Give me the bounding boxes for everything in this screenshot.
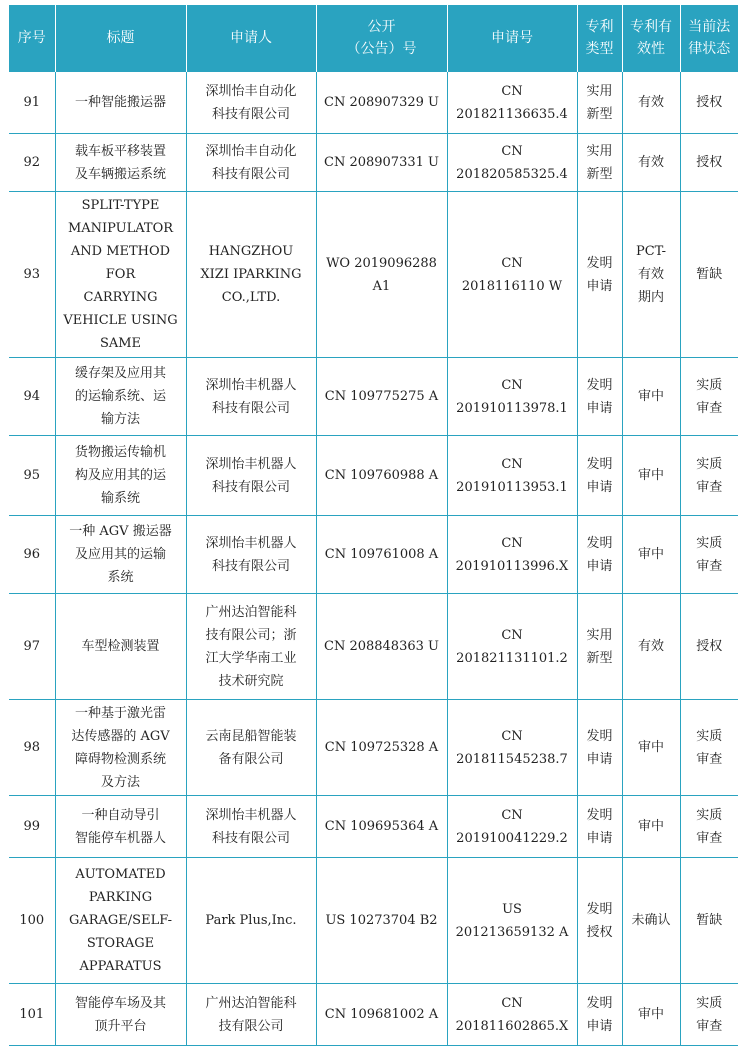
cell-index: 91 bbox=[9, 72, 55, 134]
cell-title: 载车板平移装置 及车辆搬运系统 bbox=[55, 134, 186, 192]
cell-title: 货物搬运传输机 构及应用其的运 输系统 bbox=[55, 436, 186, 516]
header-patent-type: 专利 类型 bbox=[577, 5, 622, 72]
cell-applicant: 深圳怡丰自动化 科技有限公司 bbox=[186, 134, 316, 192]
cell-validity: 有效 bbox=[622, 134, 680, 192]
cell-patent-type: 发明 申请 bbox=[577, 436, 622, 516]
header-row bbox=[9, 5, 738, 72]
cell-legal-status: 授权 bbox=[680, 594, 738, 700]
header-legal-status: 当前法 律状态 bbox=[680, 5, 738, 72]
cell-application-number: CN 201821136635.4 bbox=[447, 72, 577, 134]
cell-title: 智能停车场及其 顶升平台 bbox=[55, 984, 186, 1046]
cell-index: 92 bbox=[9, 134, 55, 192]
cell-validity: 审中 bbox=[622, 700, 680, 796]
cell-applicant: 广州达泊智能科 技有限公司 bbox=[186, 984, 316, 1046]
table-row bbox=[9, 72, 738, 134]
cell-legal-status: 实质 审查 bbox=[680, 436, 738, 516]
cell-index: 94 bbox=[9, 358, 55, 436]
cell-applicant: 深圳怡丰机器人 科技有限公司 bbox=[186, 436, 316, 516]
cell-application-number: CN 201821131101.2 bbox=[447, 594, 577, 700]
cell-title: AUTOMATED PARKING GARAGE/SELF- STORAGE APPARATUS bbox=[55, 858, 186, 984]
cell-applicant: 深圳怡丰自动化 科技有限公司 bbox=[186, 72, 316, 134]
cell-applicant: 深圳怡丰机器人 科技有限公司 bbox=[186, 516, 316, 594]
patent-table-container bbox=[9, 5, 738, 1046]
header-publication-number: 公开 （公告）号 bbox=[316, 5, 447, 72]
cell-application-number: CN 201910113978.1 bbox=[447, 358, 577, 436]
cell-applicant: 深圳怡丰机器人 科技有限公司 bbox=[186, 796, 316, 858]
cell-legal-status: 暂缺 bbox=[680, 192, 738, 358]
cell-validity: 审中 bbox=[622, 436, 680, 516]
cell-application-number: US 201213659132 A bbox=[447, 858, 577, 984]
cell-publication-number: US 10273704 B2 bbox=[316, 858, 447, 984]
cell-legal-status: 实质 审查 bbox=[680, 984, 738, 1046]
cell-patent-type: 发明 申请 bbox=[577, 700, 622, 796]
table-row bbox=[9, 134, 738, 192]
cell-publication-number: WO 2019096288 A1 bbox=[316, 192, 447, 358]
cell-title: 一种智能搬运器 bbox=[55, 72, 186, 134]
patent-table bbox=[9, 5, 738, 1046]
table-row bbox=[9, 700, 738, 796]
cell-index: 95 bbox=[9, 436, 55, 516]
cell-legal-status: 暂缺 bbox=[680, 858, 738, 984]
cell-legal-status: 实质 审查 bbox=[680, 700, 738, 796]
cell-application-number: CN 2018116110 W bbox=[447, 192, 577, 358]
cell-application-number: CN 201820585325.4 bbox=[447, 134, 577, 192]
cell-validity: 有效 bbox=[622, 72, 680, 134]
table-row bbox=[9, 858, 738, 984]
cell-publication-number: CN 109760988 A bbox=[316, 436, 447, 516]
cell-applicant: Park Plus,Inc. bbox=[186, 858, 316, 984]
cell-validity: PCT- 有效 期内 bbox=[622, 192, 680, 358]
cell-application-number: CN 201811602865.X bbox=[447, 984, 577, 1046]
cell-applicant: 深圳怡丰机器人 科技有限公司 bbox=[186, 358, 316, 436]
cell-application-number: CN 201910113996.X bbox=[447, 516, 577, 594]
cell-index: 98 bbox=[9, 700, 55, 796]
header-validity: 专利有 效性 bbox=[622, 5, 680, 72]
cell-index: 101 bbox=[9, 984, 55, 1046]
cell-title: SPLIT-TYPE MANIPULATOR AND METHOD FOR CARRYING VEHICLE USING SAME bbox=[55, 192, 186, 358]
cell-title: 一种自动导引 智能停车机器人 bbox=[55, 796, 186, 858]
cell-patent-type: 发明 授权 bbox=[577, 858, 622, 984]
cell-index: 97 bbox=[9, 594, 55, 700]
cell-validity: 审中 bbox=[622, 796, 680, 858]
cell-legal-status: 授权 bbox=[680, 134, 738, 192]
cell-patent-type: 发明 申请 bbox=[577, 984, 622, 1046]
cell-validity: 审中 bbox=[622, 516, 680, 594]
cell-publication-number: CN 208907329 U bbox=[316, 72, 447, 134]
cell-publication-number: CN 109725328 A bbox=[316, 700, 447, 796]
cell-validity: 审中 bbox=[622, 358, 680, 436]
cell-patent-type: 实用 新型 bbox=[577, 594, 622, 700]
cell-title: 一种基于激光雷 达传感器的 AGV 障碍物检测系统 及方法 bbox=[55, 700, 186, 796]
table-row bbox=[9, 436, 738, 516]
cell-application-number: CN 201910041229.2 bbox=[447, 796, 577, 858]
cell-title: 车型检测装置 bbox=[55, 594, 186, 700]
cell-applicant: 云南昆船智能装 备有限公司 bbox=[186, 700, 316, 796]
cell-legal-status: 实质 审查 bbox=[680, 358, 738, 436]
cell-publication-number: CN 109695364 A bbox=[316, 796, 447, 858]
header-applicant: 申请人 bbox=[186, 5, 316, 72]
cell-application-number: CN 201910113953.1 bbox=[447, 436, 577, 516]
table-body bbox=[9, 72, 738, 1046]
header-title: 标题 bbox=[55, 5, 186, 72]
header-application-number: 申请号 bbox=[447, 5, 577, 72]
cell-publication-number: CN 109681002 A bbox=[316, 984, 447, 1046]
cell-publication-number: CN 208848363 U bbox=[316, 594, 447, 700]
cell-validity: 有效 bbox=[622, 594, 680, 700]
cell-legal-status: 实质 审查 bbox=[680, 516, 738, 594]
cell-patent-type: 实用 新型 bbox=[577, 134, 622, 192]
cell-validity: 审中 bbox=[622, 984, 680, 1046]
cell-publication-number: CN 109775275 A bbox=[316, 358, 447, 436]
cell-index: 93 bbox=[9, 192, 55, 358]
cell-publication-number: CN 109761008 A bbox=[316, 516, 447, 594]
header-index: 序号 bbox=[9, 5, 55, 72]
cell-patent-type: 发明 申请 bbox=[577, 796, 622, 858]
cell-index: 100 bbox=[9, 858, 55, 984]
table-row bbox=[9, 516, 738, 594]
cell-application-number: CN 201811545238.7 bbox=[447, 700, 577, 796]
table-row bbox=[9, 594, 738, 700]
cell-legal-status: 实质 审查 bbox=[680, 796, 738, 858]
cell-patent-type: 实用 新型 bbox=[577, 72, 622, 134]
cell-title: 一种 AGV 搬运器 及应用其的运输 系统 bbox=[55, 516, 186, 594]
cell-patent-type: 发明 申请 bbox=[577, 516, 622, 594]
table-row bbox=[9, 796, 738, 858]
table-row bbox=[9, 192, 738, 358]
cell-legal-status: 授权 bbox=[680, 72, 738, 134]
cell-patent-type: 发明 申请 bbox=[577, 192, 622, 358]
table-row bbox=[9, 984, 738, 1046]
cell-applicant: HANGZHOU XIZI IPARKING CO.,LTD. bbox=[186, 192, 316, 358]
cell-title: 缓存架及应用其 的运输系统、运 输方法 bbox=[55, 358, 186, 436]
cell-validity: 未确认 bbox=[622, 858, 680, 984]
table-row bbox=[9, 358, 738, 436]
cell-applicant: 广州达泊智能科 技有限公司；浙 江大学华南工业 技术研究院 bbox=[186, 594, 316, 700]
cell-index: 96 bbox=[9, 516, 55, 594]
cell-publication-number: CN 208907331 U bbox=[316, 134, 447, 192]
cell-patent-type: 发明 申请 bbox=[577, 358, 622, 436]
cell-index: 99 bbox=[9, 796, 55, 858]
